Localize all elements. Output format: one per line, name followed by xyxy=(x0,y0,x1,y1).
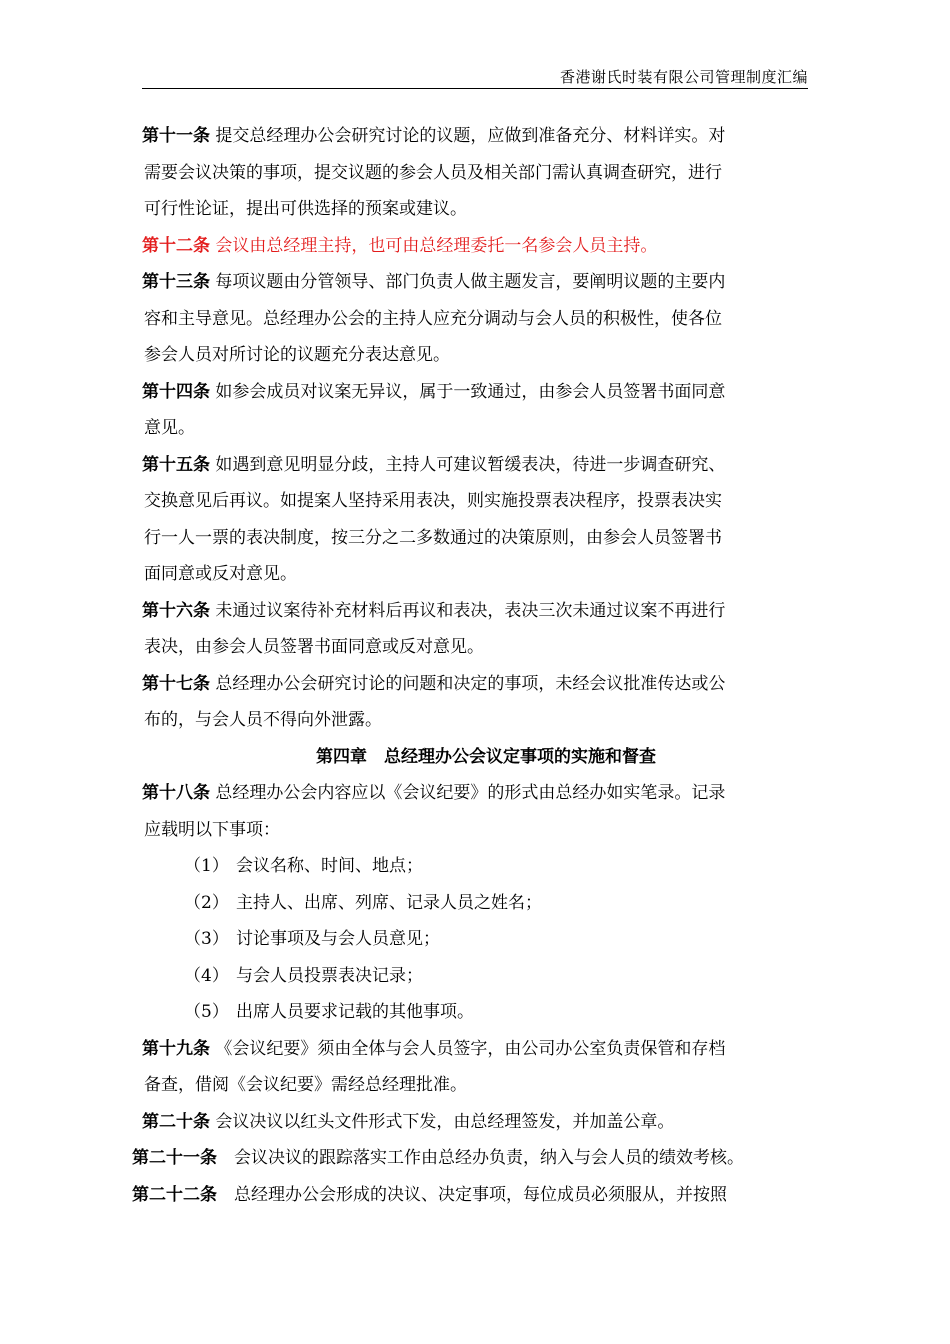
article-19: 第十九条 《会议纪要》须由全体与会人员签字，由公司办公室负责保管和存档 xyxy=(142,1038,726,1059)
article-21: 第二十一条 会议决议的跟踪落实工作由总经办负责，纳入与会人员的绩效考核。 xyxy=(132,1148,744,1168)
article-14-line: 意见。 xyxy=(144,418,195,438)
running-header: 香港谢氏时装有限公司管理制度汇编 xyxy=(559,68,808,86)
article-14: 第十四条 如参会成员对议案无异议，属于一致通过，由参会人员签署书面同意 xyxy=(142,381,726,402)
header-rule xyxy=(142,88,808,89)
list-item: （2） 主持人、出席、列席、记录人员之姓名； xyxy=(184,892,542,913)
article-13: 第十三条 每项议题由分管领导、部门负责人做主题发言，要阐明议题的主要内 xyxy=(142,272,726,292)
article-20: 第二十条 会议决议以红头文件形式下发，由总经理签发，并加盖公章。 xyxy=(142,1111,675,1132)
article-18-line: 应载明以下事项： xyxy=(144,819,280,840)
article-18: 第十八条 总经理办公会内容应以《会议纪要》的形式由总经办如实笔录。记录 xyxy=(142,783,726,803)
document-body xyxy=(132,118,810,1213)
article-16-line: 表决，由参会人员签署书面同意或反对意见。 xyxy=(144,637,484,657)
article-17: 第十七条 总经理办公会研究讨论的问题和决定的事项，未经会议批准传达或公 xyxy=(142,673,726,694)
article-19-line: 备查，借阅《会议纪要》需经总经理批准。 xyxy=(144,1075,467,1095)
article-11: 第十一条 提交总经理办公会研究讨论的议题，应做到准备充分、材料详实。对 xyxy=(142,126,726,146)
article-17-line: 布的，与会人员不得向外泄露。 xyxy=(144,710,382,730)
article-12: 第十二条 会议由总经理主持，也可由总经理委托一名参会人员主持。 xyxy=(142,235,658,256)
article-13-line: 容和主导意见。总经理办公会的主持人应充分调动与会人员的积极性，使各位 xyxy=(144,308,722,329)
article-15: 第十五条 如遇到意见明显分歧，主持人可建议暂缓表决，待进一步调查研究、 xyxy=(142,454,726,475)
article-15-line: 面同意或反对意见。 xyxy=(144,564,297,584)
article-15-line: 交换意见后再议。如提案人坚持采用表决，则实施投票表决程序，投票表决实 xyxy=(144,491,722,511)
list-item: （3） 讨论事项及与会人员意见； xyxy=(184,929,440,949)
list-item: （4） 与会人员投票表决记录； xyxy=(184,965,423,986)
chapter-heading: 第四章 总经理办公会议定事项的实施和督查 xyxy=(316,746,656,767)
article-22: 第二十二条 总经理办公会形成的决议、决定事项，每位成员必须服从，并按照 xyxy=(132,1184,727,1205)
list-item: （5） 出席人员要求记载的其他事项。 xyxy=(184,1002,474,1022)
list-item: （1） 会议名称、时间、地点； xyxy=(184,856,423,876)
article-16: 第十六条 未通过议案待补充材料后再议和表决，表决三次未通过议案不再进行 xyxy=(142,600,726,621)
article-15-line: 行一人一票的表决制度，按三分之二多数通过的决策原则，由参会人员签署书 xyxy=(144,527,722,548)
article-11-line: 可行性论证，提出可供选择的预案或建议。 xyxy=(144,199,467,219)
article-13-line: 参会人员对所讨论的议题充分表达意见。 xyxy=(144,345,450,365)
article-11-line: 需要会议决策的事项，提交议题的参会人员及相关部门需认真调查研究，进行 xyxy=(144,162,722,183)
